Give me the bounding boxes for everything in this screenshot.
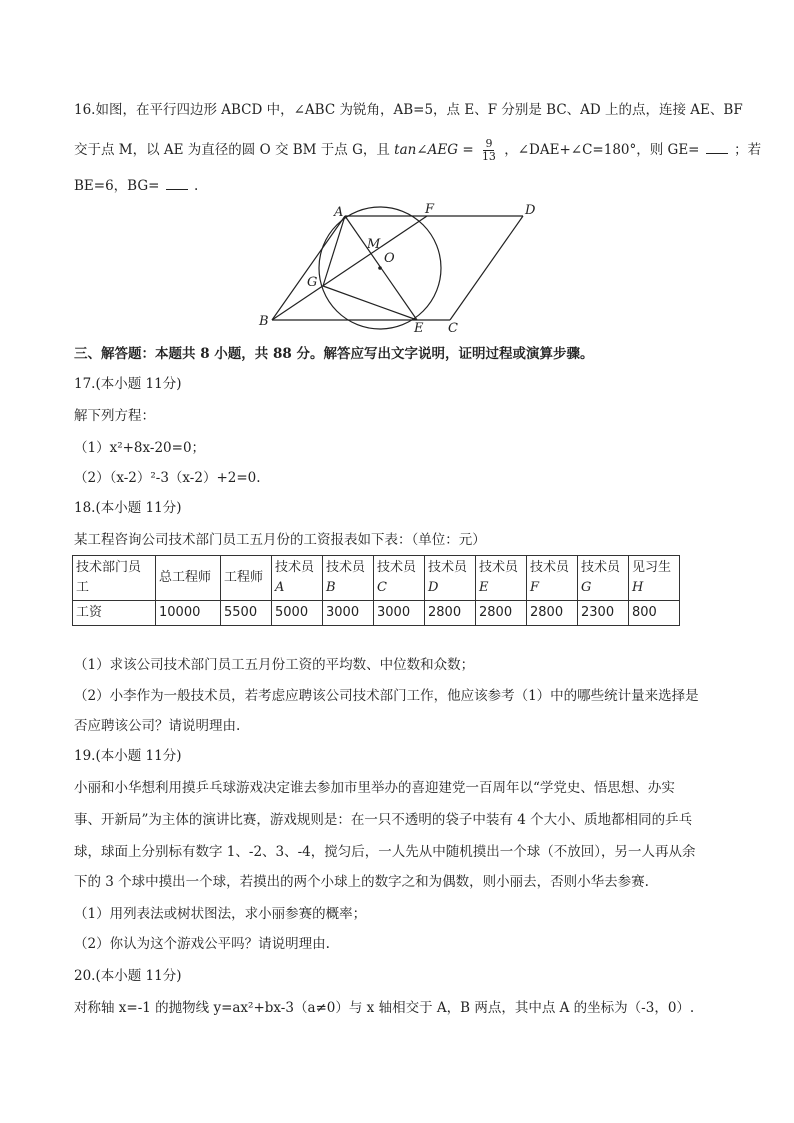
label-d: D [525, 203, 536, 218]
header-text: 技术员 [479, 560, 519, 575]
q17-item2: （2）（x-2）²-3（x-2）+2=0. [74, 470, 261, 486]
table-cell: 3000 [323, 601, 374, 626]
q18-title: 18.(本小题 11分) [74, 500, 182, 516]
label-f: F [425, 202, 435, 217]
segment-ge [323, 286, 417, 320]
header-cell-tech-b [323, 556, 374, 601]
header-text: 技术员 [530, 560, 570, 575]
salary-table [72, 555, 680, 626]
header-text: 见习生 [632, 560, 672, 575]
header-cell-chief-engineer [156, 556, 221, 601]
q17-title: 17.(本小题 11分) [74, 376, 182, 392]
q18-intro: 某工程咨询公司技术部门员工五月份的工资报表如下表：（单位：元） [74, 532, 486, 548]
header-sub: A [275, 580, 285, 595]
q16-fraction [480, 138, 498, 163]
q16-line1: 16.如图，在平行四边形 ABCD 中，∠ABC 为锐角，AB=5，点 E、F 分别是 BC、AD 上的点，连接 AE、BF [74, 102, 743, 118]
header-sub: E [479, 580, 489, 595]
header-cell-staff [73, 556, 156, 601]
header-text: 技术员 [377, 560, 417, 575]
label-e: E [414, 321, 424, 336]
header-cell-tech-c [374, 556, 425, 601]
header-cell-tech-g [578, 556, 629, 601]
q16-line3-b: . [194, 178, 199, 194]
q20-para-line1: 对称轴 x=-1 的抛物线 y=ax²+bx-3（a≠0）与 x 轴相交于 A，B 两点，其中点 A 的坐标为（-3，0）. [74, 1000, 695, 1016]
header-text: 技术员 [428, 560, 468, 575]
q16-frac-num: 9 [485, 137, 493, 150]
header-cell-tech-d [425, 556, 476, 601]
q19-para-line4: 下的 3 个球中摸出一个球，若摸出的两个小球上的数字之和为偶数，则小丽去，否则小华去参赛. [74, 874, 649, 890]
table-cell: 5500 [221, 601, 272, 626]
section-3-heading: 三、解答题：本题共 8 小题，共 88 分。解答应写出文字说明，证明过程或演算步骤。 [74, 346, 594, 362]
q16-line2-b: ，∠DAE+∠C=180°，则 GE= [504, 142, 700, 158]
answer-blank-bg [166, 177, 188, 190]
header-staff-line1: 技术部门员 [76, 560, 142, 575]
q19-para-line2: 事、开新局”为主体的演讲比赛，游戏规则是：在一只不透明的袋子中装有 4 个大小、质地都相同的乒乓 [74, 812, 693, 828]
label-m: M [367, 237, 381, 252]
header-cell-tech-f [527, 556, 578, 601]
header-sub: H [632, 580, 644, 595]
header-sub: F [530, 580, 540, 595]
header-text: 总工程师 [159, 570, 212, 585]
table-cell: 10000 [156, 601, 221, 626]
header-text: 技术员 [275, 560, 315, 575]
header-cell-tech-a [272, 556, 323, 601]
q19-para-line3: 球，球面上分别标有数字 1、-2、3、-4，搅匀后，一人先从中随机摸出一个球（不放回），另一人再从余 [74, 844, 696, 860]
center-point-o [378, 266, 382, 270]
header-staff-line2: 工 [76, 580, 90, 595]
label-a: A [334, 205, 344, 220]
q16-line3-a: BE=6，BG= [74, 178, 160, 194]
table-cell: 2300 [578, 601, 629, 626]
header-text: 工程师 [224, 570, 264, 585]
header-sub: G [581, 580, 592, 595]
q16-line3 [74, 176, 724, 196]
header-sub: C [377, 580, 387, 595]
label-c: C [448, 321, 458, 336]
q16-line2 [74, 137, 762, 163]
label-o: O [384, 251, 395, 266]
header-sub: D [428, 580, 439, 595]
header-cell-intern-h [629, 556, 680, 601]
q19-para-line1: 小丽和小华想利用摸乒乓球游戏决定谁去参加市里举办的喜迎建党一百周年以“学党史、悟思想、办实 [74, 780, 675, 796]
row-label-salary: 工资 [73, 601, 156, 626]
q17-prompt: 解下列方程： [74, 408, 155, 424]
segment-ag [323, 216, 345, 286]
table-cell: 3000 [374, 601, 425, 626]
segment-dc [450, 216, 523, 320]
segment-bf [272, 216, 427, 320]
q17-item1: （1）x²+8x-20=0； [74, 440, 206, 456]
parallelogram-circle-figure [250, 198, 550, 338]
header-text: 技术员 [326, 560, 366, 575]
table-header-row [73, 556, 680, 601]
header-text: 技术员 [581, 560, 621, 575]
q18-item1: （1）求该公司技术部门员工五月份工资的平均数、中位数和众数； [74, 657, 475, 673]
table-cell: 2800 [527, 601, 578, 626]
header-cell-tech-e [476, 556, 527, 601]
q16-tan-expr: tan∠AEG = [394, 142, 474, 158]
table-row-salary [73, 601, 680, 626]
label-b: B [259, 314, 269, 329]
label-g: G [307, 275, 318, 290]
q18-item2-line2: 否应聘该公司？请说明理由. [74, 718, 241, 734]
table-cell: 800 [629, 601, 680, 626]
table-cell: 5000 [272, 601, 323, 626]
q16-line2-a: 交于点 M，以 AE 为直径的圆 O 交 BM 于点 G，且 [74, 142, 390, 158]
segment-ab [272, 216, 345, 320]
q19-item2: （2）你认为这个游戏公平吗？请说明理由. [74, 936, 330, 952]
q16-frac-den: 13 [481, 150, 496, 163]
q18-item2-line1: （2）小李作为一般技术员，若考虑应聘该公司技术部门工作，他应该参考（1）中的哪些统计量来选择是 [74, 688, 699, 704]
q19-title: 19.(本小题 11分) [74, 748, 182, 764]
table-cell: 2800 [425, 601, 476, 626]
answer-blank-ge [706, 141, 728, 154]
header-sub: B [326, 580, 336, 595]
q19-item1: （1）用列表法或树状图法，求小丽参赛的概率； [74, 906, 367, 922]
header-cell-engineer [221, 556, 272, 601]
q16-line2-c: ；若 [734, 142, 762, 158]
q20-title: 20.(本小题 11分) [74, 968, 182, 984]
table-cell: 2800 [476, 601, 527, 626]
